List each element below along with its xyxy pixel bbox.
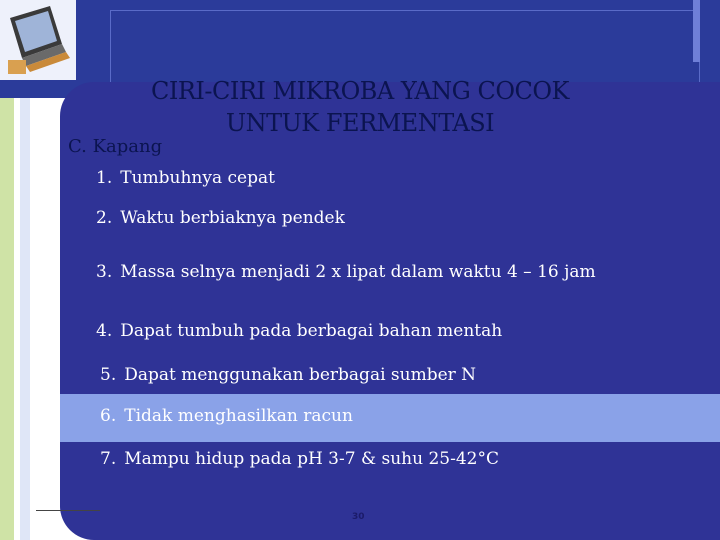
left-stripe-blue (20, 98, 30, 540)
footer-divider (36, 510, 100, 511)
computer-monitor-icon (0, 0, 76, 80)
list-item-number: 5. (100, 365, 117, 385)
list-item-text: Tumbuhnya cepat (120, 168, 275, 188)
section-heading: C. Kapang (68, 136, 163, 157)
list-item-text: Waktu berbiaknya pendek (120, 208, 345, 228)
list-item (96, 321, 502, 341)
list-item (100, 449, 499, 469)
list-item-number: 3. (96, 262, 113, 282)
slide-title-line2: UNTUK FERMENTASI (225, 109, 495, 137)
left-stripe-green (0, 98, 14, 540)
list-item (100, 406, 353, 426)
list-item (100, 365, 476, 385)
list-item (96, 208, 345, 228)
list-item-number: 6. (100, 406, 117, 426)
list-item-number: 4. (96, 321, 113, 341)
list-item-number: 7. (100, 449, 117, 469)
list-item (96, 262, 596, 282)
page-number: 30 (352, 512, 365, 522)
slide-title-line1: CIRI-CIRI MIKROBA YANG COCOK (151, 77, 569, 105)
list-item (96, 168, 275, 188)
list-item-text: Dapat tumbuh pada berbagai bahan mentah (120, 321, 503, 341)
header-accent-bar (693, 0, 700, 62)
list-item-text: Tidak menghasilkan racun (124, 406, 353, 426)
list-item-text: Dapat menggunakan berbagai sumber N (124, 365, 477, 385)
list-item-text: Mampu hidup pada pH 3-7 & suhu 25-42°C (124, 449, 499, 469)
list-item-number: 2. (96, 208, 113, 228)
list-item-number: 1. (96, 168, 113, 188)
list-item-text: Massa selnya menjadi 2 x lipat dalam waktu 4 – 16 jam (120, 262, 596, 282)
